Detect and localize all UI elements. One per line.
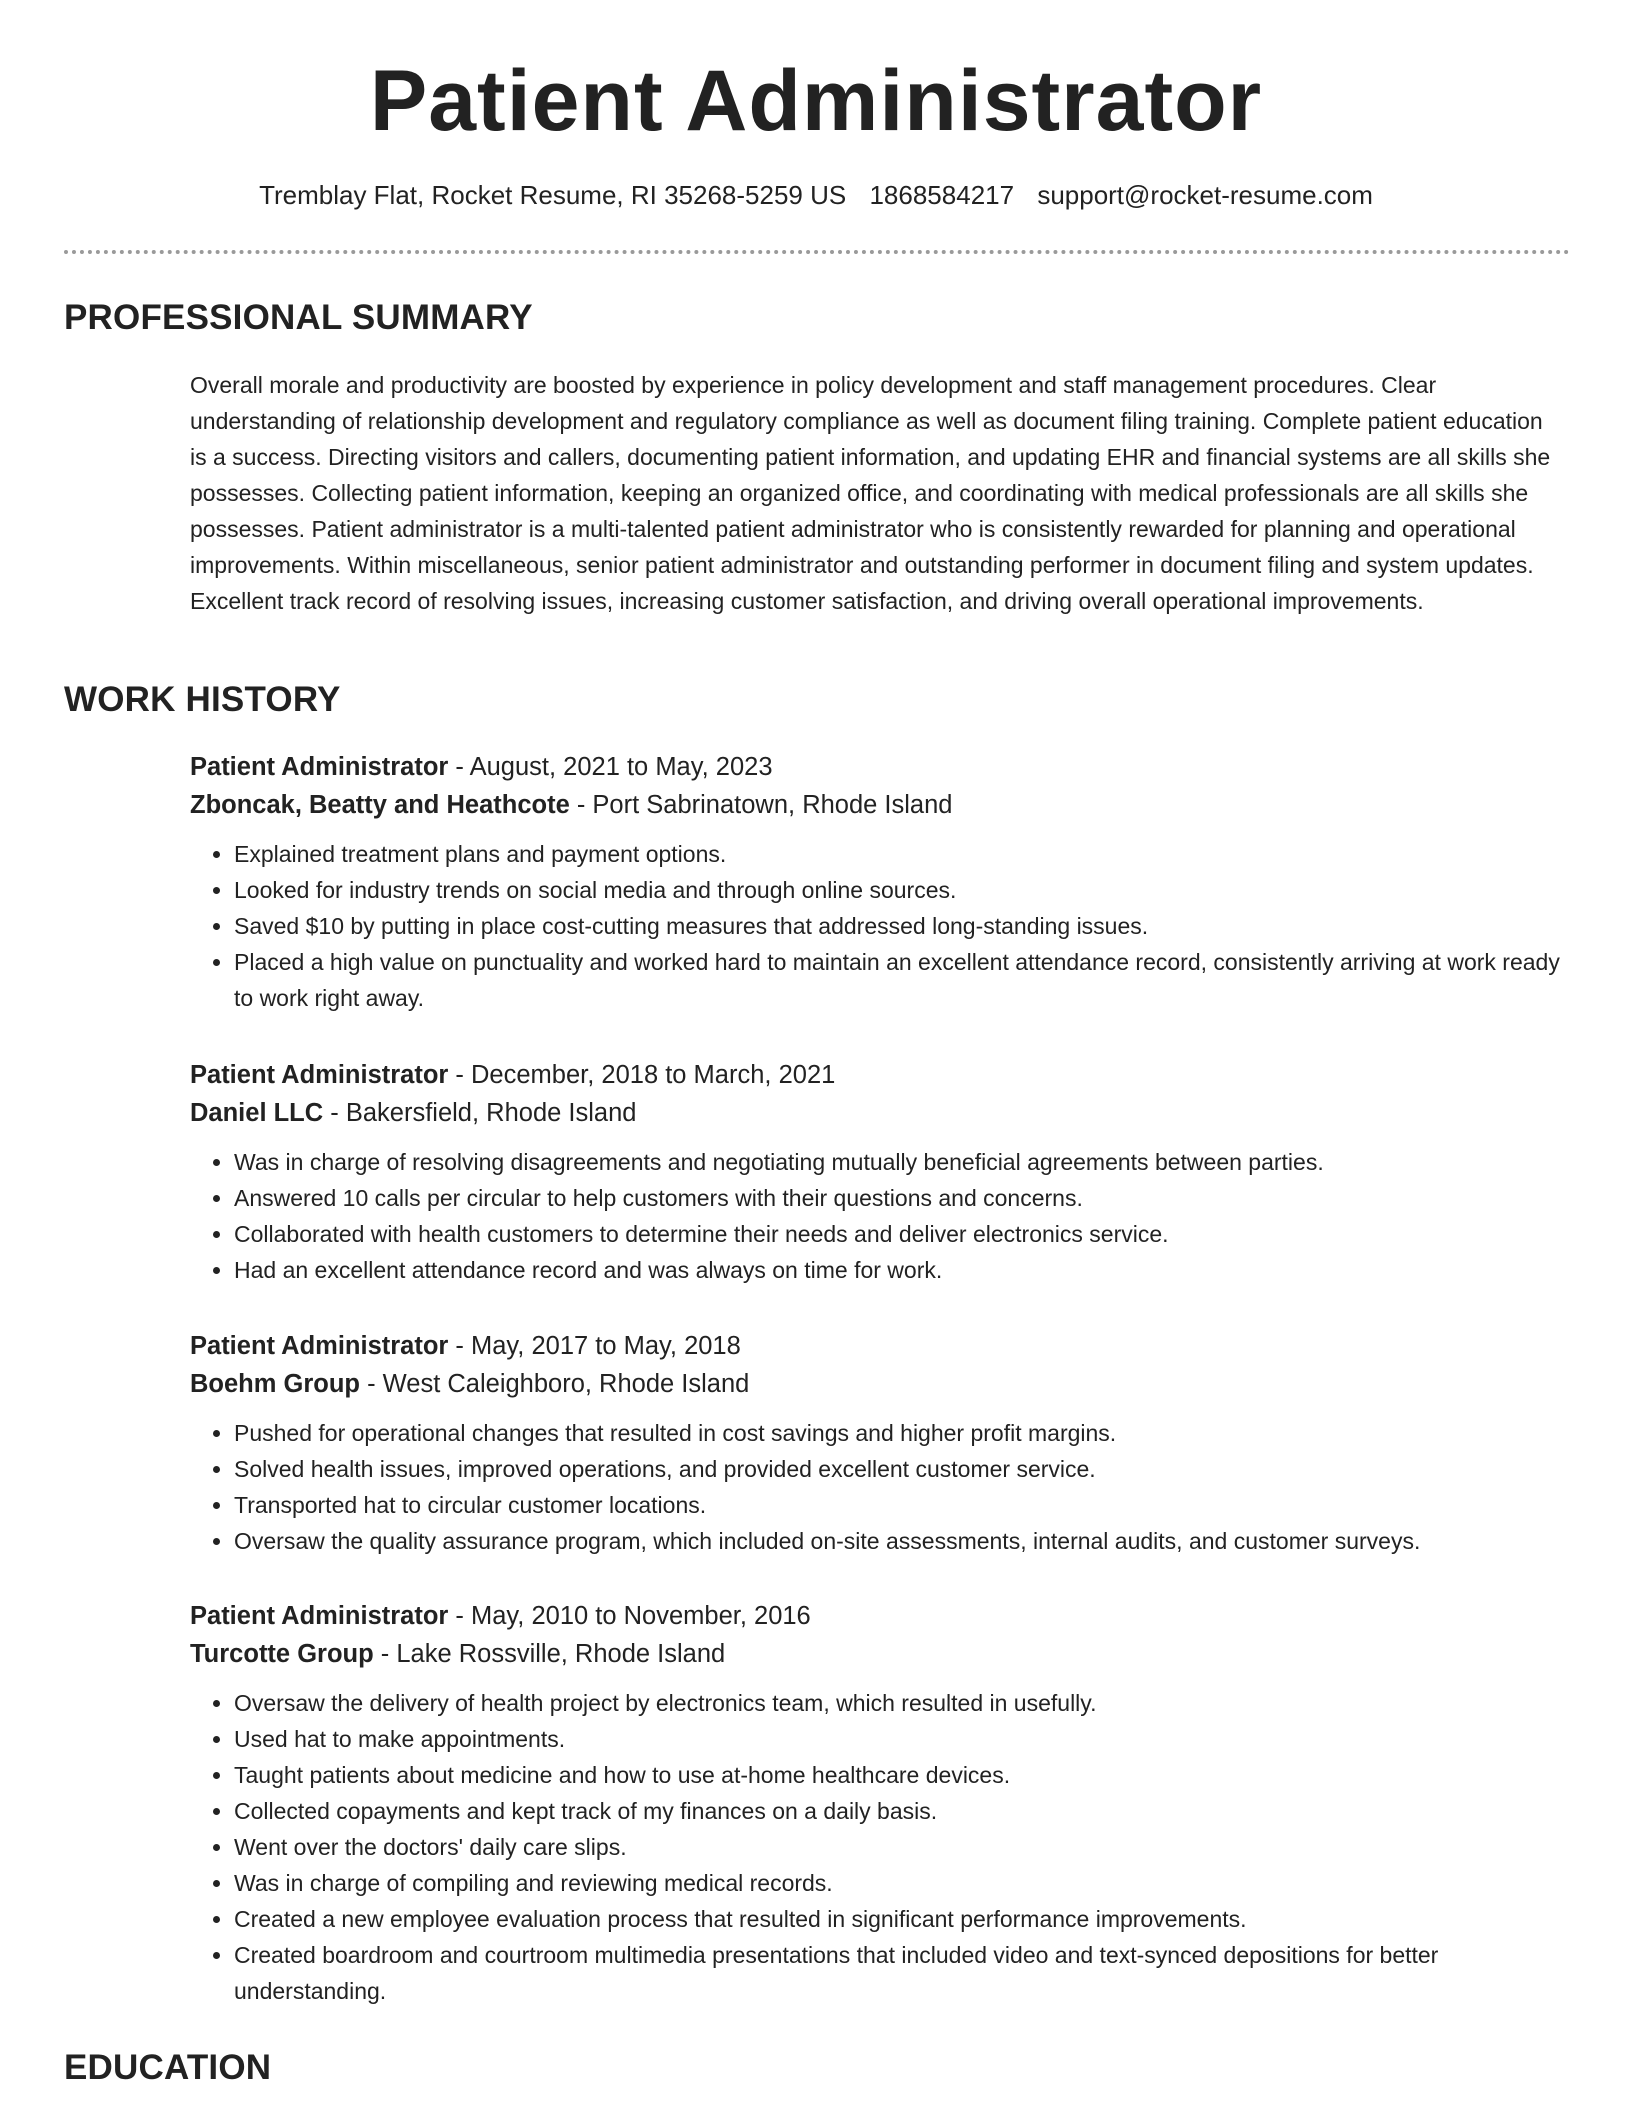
job-entry <box>190 1056 1570 1288</box>
header-divider <box>64 250 1570 254</box>
section-title-education: EDUCATION <box>64 2048 272 2087</box>
job-bullet: • Created boardroom and courtroom multimedia presentations that included video and text-synced depositions for better understanding. <box>234 1937 1570 2009</box>
job-role-line <box>190 748 1570 786</box>
job-company: Turcotte Group <box>190 1640 374 1668</box>
job-company-line <box>190 1635 1570 1673</box>
job-bullets <box>190 1685 1570 2009</box>
job-bullet: • Created a new employee evaluation process that resulted in significant performance improvements. <box>234 1901 1570 1937</box>
job-company: Zboncak, Beatty and Heathcote <box>190 791 570 819</box>
job-location: - Lake Rossville, Rhode Island <box>373 1640 726 1668</box>
contact-address: Tremblay Flat, Rocket Resume, RI 35268-5259 US <box>259 180 847 210</box>
contact-line <box>0 180 1632 211</box>
job-bullets <box>190 1144 1570 1288</box>
job-bullet: • Placed a high value on punctuality and worked hard to maintain an excellent attendance record, consistently arriving at work ready to work right away. <box>234 944 1570 1016</box>
job-role-line <box>190 1597 1570 1635</box>
job-bullet: • Used hat to make appointments. <box>234 1721 1570 1757</box>
job-dates: - May, 2010 to November, 2016 <box>448 1602 811 1630</box>
job-bullet: • Had an excellent attendance record and was always on time for work. <box>234 1252 1570 1288</box>
job-bullet: • Collected copayments and kept track of my finances on a daily basis. <box>234 1793 1570 1829</box>
job-location: - Port Sabrinatown, Rhode Island <box>569 791 953 819</box>
job-bullet: • Saved $10 by putting in place cost-cutting measures that addressed long-standing issues. <box>234 908 1570 944</box>
job-company: Daniel LLC <box>190 1099 324 1127</box>
job-bullets <box>190 1415 1570 1559</box>
section-title-summary: PROFESSIONAL SUMMARY <box>64 298 533 337</box>
summary-text: Overall morale and productivity are boosted by experience in policy development and staff management procedures. Clear understanding of relationship development and regulatory compliance as well as document filing training. Complete patient education is a success. Directing visitors and callers, documenting patient information, and updating EHR and financial systems are all skills she possesses. Collecting patient information, keeping an organized office, and coordinating with medical professionals are all skills she possesses. Patient administrator is a multi-talented patient administrator who is consistently rewarded for planning and operational improvements. Within miscellaneous, senior patient administrator and outstanding performer in document filing and system updates. Excellent track record of resolving issues, increasing customer satisfaction, and driving overall operational improvements. <box>190 372 1551 614</box>
contact-email: support@rocket-resume.com <box>1037 180 1373 210</box>
job-entry <box>190 1327 1570 1559</box>
job-bullets <box>190 836 1570 1016</box>
job-dates: - August, 2021 to May, 2023 <box>448 753 773 781</box>
job-bullet: • Oversaw the quality assurance program, which included on-site assessments, internal audits, and customer surveys. <box>234 1523 1570 1559</box>
job-bullet: • Transported hat to circular customer locations. <box>234 1487 1570 1523</box>
job-bullet: • Was in charge of resolving disagreements and negotiating mutually beneficial agreements between parties. <box>234 1144 1570 1180</box>
job-dates: - May, 2017 to May, 2018 <box>448 1332 741 1360</box>
job-bullet: • Was in charge of compiling and reviewing medical records. <box>234 1865 1570 1901</box>
job-bullet: • Explained treatment plans and payment options. <box>234 836 1570 872</box>
job-location: - West Caleighboro, Rhode Island <box>360 1370 750 1398</box>
job-company-line <box>190 1365 1570 1403</box>
job-bullet: • Went over the doctors' daily care slips. <box>234 1829 1570 1865</box>
job-role: Patient Administrator <box>190 1602 449 1630</box>
job-role: Patient Administrator <box>190 753 449 781</box>
job-bullet: • Solved health issues, improved operations, and provided excellent customer service. <box>234 1451 1570 1487</box>
candidate-name: Patient Administrator <box>369 53 1263 149</box>
job-bullet: • Collaborated with health customers to determine their needs and deliver electronics service. <box>234 1216 1570 1252</box>
job-company: Boehm Group <box>190 1370 360 1398</box>
job-bullet: • Looked for industry trends on social media and through online sources. <box>234 872 1570 908</box>
job-entry <box>190 1597 1570 2009</box>
job-role: Patient Administrator <box>190 1061 449 1089</box>
contact-phone: 1868584217 <box>869 180 1015 210</box>
job-role: Patient Administrator <box>190 1332 449 1360</box>
job-dates: - December, 2018 to March, 2021 <box>448 1061 836 1089</box>
job-location: - Bakersfield, Rhode Island <box>323 1099 637 1127</box>
job-company-line <box>190 1094 1570 1132</box>
job-bullet: • Taught patients about medicine and how to use at-home healthcare devices. <box>234 1757 1570 1793</box>
job-role-line <box>190 1327 1570 1365</box>
job-bullet: • Oversaw the delivery of health project by electronics team, which resulted in usefully. <box>234 1685 1570 1721</box>
job-role-line <box>190 1056 1570 1094</box>
section-title-work-history: WORK HISTORY <box>64 680 341 719</box>
job-bullet: • Pushed for operational changes that resulted in cost savings and higher profit margins. <box>234 1415 1570 1451</box>
job-company-line <box>190 786 1570 824</box>
job-entry <box>190 748 1570 1016</box>
job-bullet: • Answered 10 calls per circular to help customers with their questions and concerns. <box>234 1180 1570 1216</box>
